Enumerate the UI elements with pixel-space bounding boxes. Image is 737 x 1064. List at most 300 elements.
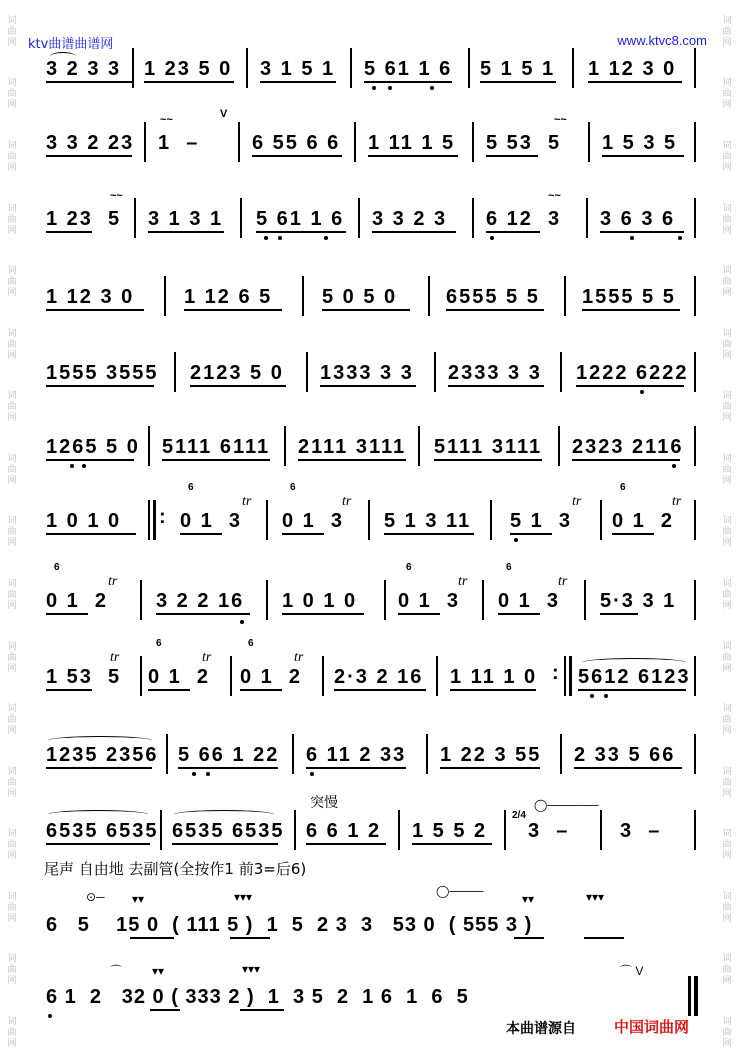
coda-line: 6 1 2 32 0 ( 333 2 ) 1 3 5 2 1 6 1 6 5: [46, 986, 469, 1008]
barline: [148, 426, 150, 466]
trill-mark: tr: [572, 494, 582, 509]
measure: 6 12 3: [486, 208, 562, 230]
measure: 2·3 2 16: [334, 666, 424, 688]
low-octave-dot: [372, 86, 376, 90]
measure: 1265 5 0: [46, 436, 140, 458]
measure: 1 5 5 2: [412, 820, 488, 842]
score-row-6: [44, 426, 697, 468]
barline: [384, 580, 386, 620]
measure: 6535 6535: [172, 820, 285, 842]
underline: [184, 309, 282, 311]
measure: 6535 6535: [46, 820, 159, 842]
mordent-icon: ~~: [554, 114, 567, 126]
slur: [50, 52, 76, 61]
barline: [164, 276, 166, 316]
trill-mark: tr: [342, 494, 352, 509]
underline: [576, 385, 684, 387]
underline: [46, 533, 136, 535]
side-watermark-text: 词曲网: [5, 77, 16, 111]
barline: [572, 48, 574, 88]
barline: [600, 500, 602, 540]
barline: [140, 656, 142, 696]
underline: [334, 689, 426, 691]
underline: [440, 767, 540, 769]
low-octave-dot: [640, 390, 644, 394]
measure: 5 66 1 22: [178, 744, 280, 766]
measure: 0 1 2: [46, 590, 109, 612]
barline: [368, 500, 370, 540]
measure: 1222 6222: [576, 362, 689, 384]
measure: 1 0 1 0: [282, 590, 358, 612]
low-octave-dot: [678, 236, 682, 240]
underline: [162, 459, 270, 461]
side-watermark-text: 词曲网: [720, 327, 731, 361]
underline: [148, 689, 190, 691]
barline: [504, 810, 506, 850]
measure: 3 3 2 23: [46, 132, 135, 154]
measure: 5 1 3 11: [384, 510, 472, 532]
barline: [584, 580, 586, 620]
underline: [588, 81, 682, 83]
measure: 5111 3111: [434, 436, 543, 458]
barline: [354, 122, 356, 162]
measure: 3 1 5 1: [260, 58, 336, 80]
low-octave-dot: [430, 86, 434, 90]
underline: [144, 81, 234, 83]
trill-mark: tr: [458, 574, 468, 589]
side-watermark-text: 词曲网: [5, 139, 16, 173]
measure: 5·3 3 1: [600, 590, 677, 612]
underline: [398, 613, 440, 615]
underline: [256, 231, 346, 233]
watermark-top-left: ktv曲谱曲谱网: [28, 37, 114, 52]
underline: [148, 231, 224, 233]
barline: [436, 656, 438, 696]
side-watermark-text: 词曲网: [720, 953, 731, 987]
underline: [46, 385, 154, 387]
low-octave-dot: [192, 772, 196, 776]
measure: 1555 5 5: [582, 286, 676, 308]
score-row-5: [44, 352, 697, 394]
trill-mark: tr: [294, 650, 304, 665]
side-watermark-text: 词曲网: [720, 1016, 731, 1050]
trill-mark: tr: [110, 650, 120, 665]
barline: [694, 580, 696, 620]
score-row-9: [44, 638, 697, 698]
measure: 2323 2116: [572, 436, 684, 458]
side-watermark-text: 词曲网: [720, 390, 731, 424]
underline: [46, 81, 132, 83]
score-row-10: [44, 734, 697, 776]
underline: [172, 843, 278, 845]
measure: 1 11 1 0: [450, 666, 538, 688]
time-signature: 2/4: [512, 810, 526, 821]
underline: [572, 459, 680, 461]
measure: 5 61 1 6: [364, 58, 453, 80]
barline: [694, 656, 696, 696]
barline: [284, 426, 286, 466]
score-row-8: [44, 562, 697, 622]
grace-note: 6: [620, 482, 627, 493]
measure: 0 1 3: [282, 510, 345, 532]
underline: [412, 843, 492, 845]
measure: 3 –: [528, 820, 570, 842]
barline: [490, 500, 492, 540]
barline: [694, 122, 696, 162]
measure: 1 12 3 0: [588, 58, 677, 80]
underline: [178, 767, 278, 769]
side-watermark-text: 词曲网: [720, 14, 731, 48]
underline: [46, 767, 152, 769]
accent-marks-icon: ▾▾▾: [586, 890, 605, 904]
repeat-dots-icon: :: [159, 506, 166, 528]
low-octave-dot: [490, 236, 494, 240]
barline: [694, 276, 696, 316]
low-octave-dot: [388, 86, 392, 90]
mordent-icon: ~~: [548, 190, 561, 202]
underline: [320, 385, 416, 387]
barline: [564, 276, 566, 316]
barline: [144, 122, 146, 162]
underline: [240, 689, 282, 691]
barline: [560, 734, 562, 774]
side-watermark-text: 词曲网: [720, 77, 731, 111]
measure: 6 6 1 2: [306, 820, 382, 842]
barline: [398, 810, 400, 850]
site-name-link[interactable]: 中国词曲网: [614, 1018, 690, 1036]
side-watermark-text: 词曲网: [5, 14, 16, 48]
grace-note: 6: [406, 562, 413, 573]
underline: [448, 385, 544, 387]
measure: 0 1 3: [180, 510, 243, 532]
measure: 1555 3555: [46, 362, 159, 384]
measure: 2111 3111: [298, 436, 407, 458]
low-octave-dot: [324, 236, 328, 240]
side-watermark-text: 词曲网: [5, 327, 16, 361]
low-octave-dot: [48, 1014, 52, 1018]
underline: [260, 81, 336, 83]
side-watermark-text: 词曲网: [720, 139, 731, 173]
barline: [482, 580, 484, 620]
trill-mark: tr: [558, 574, 568, 589]
low-octave-dot: [206, 772, 210, 776]
underline: [282, 533, 324, 535]
barline: [148, 500, 150, 540]
underline: [230, 937, 270, 939]
barline: [564, 656, 566, 696]
low-octave-dot: [604, 694, 608, 698]
source-label: 本曲谱源自: [506, 1021, 576, 1037]
barline: [134, 198, 136, 238]
slur: [174, 810, 274, 819]
barline: [468, 48, 470, 88]
measure: 5 61 1 6: [256, 208, 345, 230]
low-octave-dot: [514, 538, 518, 542]
barline: [294, 810, 296, 850]
watermark-top-right: www.ktvc8.com: [617, 33, 707, 48]
repeat-barline: [153, 500, 156, 540]
grace-note: 6: [156, 638, 163, 649]
underline: [282, 613, 364, 615]
underline: [240, 1009, 284, 1011]
barline: [588, 122, 590, 162]
score-row-4: [44, 276, 697, 318]
barline: [174, 352, 176, 392]
underline: [150, 1009, 180, 1011]
barline: [560, 352, 562, 392]
barline: [160, 810, 162, 850]
breath-mark-icon: ⌒ V: [620, 964, 644, 978]
trill-mark: tr: [202, 650, 212, 665]
low-octave-dot: [240, 620, 244, 624]
barline: [586, 198, 588, 238]
low-octave-dot: [264, 236, 268, 240]
mordent-icon: ~~: [110, 190, 123, 202]
score-row-2: [44, 108, 697, 164]
barline: [694, 734, 696, 774]
barline: [558, 426, 560, 466]
underline: [372, 231, 456, 233]
coda-line: 6 5 15 0 ( 111 5 ) 1 5 2 3 3 53 0 ( 555 3 ): [46, 914, 533, 936]
underline: [384, 533, 474, 535]
barline: [266, 580, 268, 620]
side-watermark-text: 词曲网: [720, 577, 731, 611]
barline: [358, 198, 360, 238]
barline: [694, 426, 696, 466]
barline: [306, 352, 308, 392]
coda-label: 尾声 自由地 去副管(全按作1 前3=后6): [44, 860, 307, 878]
side-watermark-text: 词曲网: [5, 640, 16, 674]
repeat-dots-icon: :: [552, 662, 559, 684]
barline: [434, 352, 436, 392]
side-watermark-text: 词曲网: [5, 703, 16, 737]
low-octave-dot: [278, 236, 282, 240]
barline: [472, 198, 474, 238]
barline: [246, 48, 248, 88]
measure: 1333 3 3: [320, 362, 414, 384]
low-octave-dot: [70, 464, 74, 468]
slur: [48, 810, 148, 819]
underline: [584, 937, 624, 939]
underline: [600, 613, 638, 615]
measure: 1 5 3 5: [602, 132, 678, 154]
measure: 3 2 2 16: [156, 590, 245, 612]
underline: [46, 155, 132, 157]
coda-row-2: [44, 962, 697, 1018]
measure: 2123 5 0: [190, 362, 284, 384]
underline: [46, 309, 144, 311]
barline: [694, 198, 696, 238]
tempo-marking: 突慢: [310, 795, 338, 811]
underline: [368, 155, 458, 157]
measure: 1 –: [158, 132, 200, 154]
accent-marks-icon: ▾▾▾: [234, 890, 253, 904]
underline: [364, 81, 452, 83]
underline: [578, 689, 686, 691]
barline: [350, 48, 352, 88]
measure: 5 1 5 1: [480, 58, 556, 80]
measure: 2 33 5 66: [574, 744, 676, 766]
barline: [472, 122, 474, 162]
barline: [266, 500, 268, 540]
side-watermark-text: 词曲网: [720, 703, 731, 737]
side-watermark-text: 词曲网: [5, 265, 16, 299]
grace-note: 6: [54, 562, 61, 573]
barline: [322, 656, 324, 696]
barline: [428, 276, 430, 316]
measure: 6 55 6 6: [252, 132, 341, 154]
side-watermark-text: 词曲网: [5, 390, 16, 424]
measure: 5 0 5 0: [322, 286, 398, 308]
fermata-icon: ⌒: [110, 964, 123, 978]
underline: [306, 843, 386, 845]
barline: [292, 734, 294, 774]
measure: 6555 5 5: [446, 286, 540, 308]
underline: [498, 613, 540, 615]
barline: [426, 734, 428, 774]
measure: 0 1 3: [398, 590, 461, 612]
grace-note: 6: [290, 482, 297, 493]
grace-note: 6: [248, 638, 255, 649]
underline: [486, 231, 540, 233]
barline: [600, 810, 602, 850]
measure: 1 53 5: [46, 666, 122, 688]
coda-row-1: [44, 884, 697, 946]
side-watermark-text: 词曲网: [720, 640, 731, 674]
underline: [180, 533, 222, 535]
measure: 3 1 3 1: [148, 208, 224, 230]
low-octave-dot: [630, 236, 634, 240]
side-watermark-text: 词曲网: [720, 452, 731, 486]
underline: [190, 385, 286, 387]
trill-mark: tr: [108, 574, 118, 589]
measure: 1 12 3 0: [46, 286, 135, 308]
low-octave-dot: [590, 694, 594, 698]
measure: 5 1 3: [510, 510, 573, 532]
barline: [238, 122, 240, 162]
barline: [132, 48, 134, 88]
score-row-3: [44, 190, 697, 240]
underline: [434, 459, 542, 461]
underline: [130, 937, 174, 939]
measure: 5111 6111: [162, 436, 271, 458]
low-octave-dot: [672, 464, 676, 468]
side-watermark-text: 词曲网: [5, 515, 16, 549]
measure: 0 1 2: [612, 510, 675, 532]
underline: [480, 81, 556, 83]
underline: [46, 843, 150, 845]
underline: [574, 767, 682, 769]
low-octave-dot: [310, 772, 314, 776]
measure: 3 6 3 6: [600, 208, 676, 230]
score-row-11: [44, 795, 697, 852]
final-barline: [694, 976, 698, 1016]
trill-mark: tr: [672, 494, 682, 509]
underline: [514, 937, 544, 939]
underline: [306, 767, 406, 769]
underline: [602, 155, 684, 157]
side-watermark-text: 词曲网: [5, 452, 16, 486]
trill-mark: tr: [242, 494, 252, 509]
measure: 1 22 3 55: [440, 744, 542, 766]
fermata-long-icon: ◯──────: [534, 798, 599, 812]
measure: 1 0 1 0: [46, 510, 122, 532]
side-watermark-text: 词曲网: [5, 890, 16, 924]
underline: [612, 533, 654, 535]
measure: 1235 2356: [46, 744, 159, 766]
underline: [600, 231, 684, 233]
barline: [230, 656, 232, 696]
underline: [298, 459, 406, 461]
accent-marks-icon: ▾▾: [152, 964, 165, 978]
measure: 1 12 6 5: [184, 286, 273, 308]
underline: [322, 309, 410, 311]
measure: 5 53 5: [486, 132, 562, 154]
underline: [252, 155, 342, 157]
barline: [418, 426, 420, 466]
underline: [450, 689, 536, 691]
measure: 1 23 5 0: [144, 58, 233, 80]
barline: [694, 500, 696, 540]
score-row-1: [44, 48, 697, 90]
underline: [510, 533, 552, 535]
measure: 5612 6123: [578, 666, 691, 688]
side-watermark-text: 词曲网: [5, 202, 16, 236]
grace-note: 6: [506, 562, 513, 573]
side-watermark-text: 词曲网: [720, 828, 731, 862]
underline: [46, 689, 92, 691]
underline: [46, 613, 88, 615]
measure: 3 3 2 3: [372, 208, 448, 230]
final-barline: [688, 976, 691, 1016]
side-watermark-text: 词曲网: [720, 890, 731, 924]
repeat-barline: [569, 656, 572, 696]
measure: 2333 3 3: [448, 362, 542, 384]
measure: 1 23 5: [46, 208, 122, 230]
side-watermark-right: [717, 0, 735, 1064]
underline: [46, 231, 92, 233]
barline: [166, 734, 168, 774]
barline: [240, 198, 242, 238]
underline: [582, 309, 680, 311]
mordent-icon: ~~: [160, 114, 173, 126]
measure: 0 1 3: [498, 590, 561, 612]
low-octave-dot: [82, 464, 86, 468]
measure: 3 2 3 3: [46, 58, 122, 80]
barline: [694, 48, 696, 88]
barline: [694, 810, 696, 850]
underline: [156, 613, 250, 615]
measure: 0 1 2: [240, 666, 303, 688]
fermata-long-icon: ◯────: [436, 884, 484, 898]
side-watermark-text: 词曲网: [5, 577, 16, 611]
side-watermark-left: [2, 0, 20, 1064]
grace-note: 6: [188, 482, 195, 493]
fermata-icon: ⊙─: [86, 890, 105, 904]
side-watermark-text: 词曲网: [5, 765, 16, 799]
accent-marks-icon: ▾▾: [522, 892, 535, 906]
underline: [486, 155, 538, 157]
side-watermark-text: 词曲网: [5, 953, 16, 987]
side-watermark-text: 词曲网: [720, 515, 731, 549]
measure: 1 11 1 5: [368, 132, 456, 154]
measure: 6 11 2 33: [306, 744, 407, 766]
measure: 0 1 2: [148, 666, 211, 688]
barline: [694, 352, 696, 392]
side-watermark-text: 词曲网: [720, 265, 731, 299]
side-watermark-text: 词曲网: [720, 765, 731, 799]
score-row-7: [44, 482, 697, 542]
